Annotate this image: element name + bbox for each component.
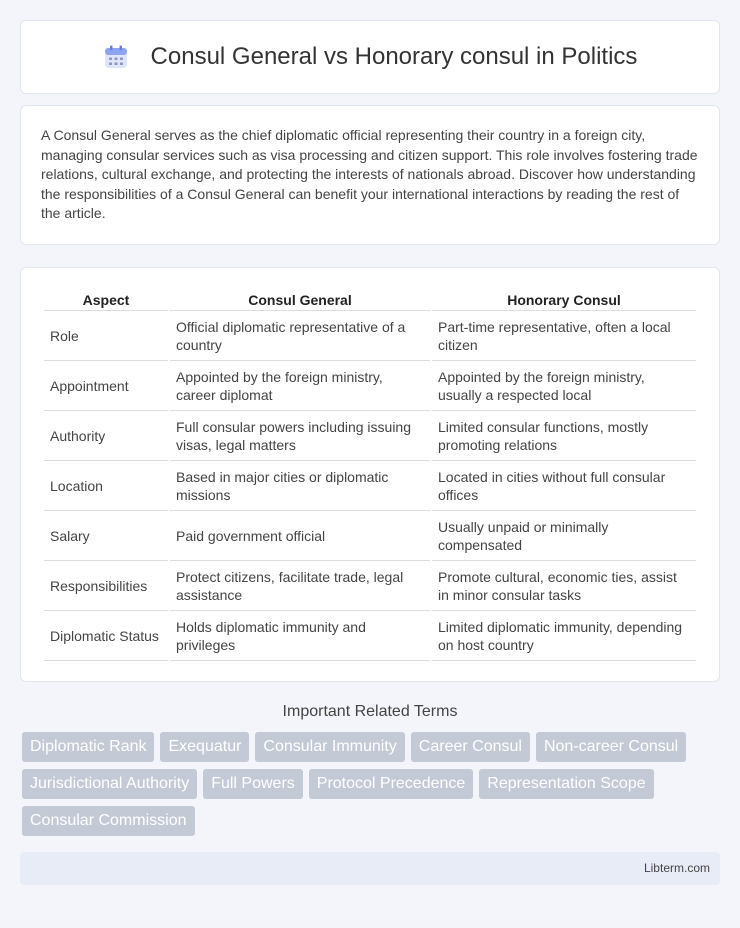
tag-representation-scope[interactable]: Representation Scope [479, 769, 653, 799]
tag-full-powers[interactable]: Full Powers [203, 769, 303, 799]
tag-protocol-precedence[interactable]: Protocol Precedence [309, 769, 474, 799]
tag-consular-commission[interactable]: Consular Commission [22, 806, 195, 836]
cell-consul-general: Full consular powers including issuing visas, legal matters [170, 411, 430, 461]
cell-aspect: Location [44, 461, 168, 511]
header-aspect: Aspect [44, 288, 168, 311]
related-terms-tags [22, 732, 718, 843]
cell-consul-general: Appointed by the foreign ministry, career diplomat [170, 361, 430, 411]
tag-diplomatic-rank[interactable]: Diplomatic Rank [22, 732, 154, 762]
footer-site-link[interactable]: Libterm.com [643, 861, 710, 875]
tag-consular-immunity[interactable]: Consular Immunity [255, 732, 404, 762]
comparison-table [42, 288, 698, 661]
table-row [44, 511, 696, 561]
intro-card [20, 105, 720, 245]
tag-non-career-consul[interactable]: Non-career Consul [536, 732, 686, 762]
comparison-table-card [20, 267, 720, 682]
cell-aspect: Role [44, 311, 168, 361]
cell-honorary-consul: Limited consular functions, mostly promoting relations [432, 411, 696, 461]
cell-honorary-consul: Located in cities without full consular offices [432, 461, 696, 511]
intro-text: A Consul General serves as the chief diplomatic official representing their country in a foreign city, managing consular services such as visa processing and citizen support. This role involves fostering trade relations, cultural exchange, and protecting the interests of nationals abroad. Discover how understanding the responsibilities of a Consul General can benefit your international interactions by reading the rest of the article. [41, 127, 698, 221]
table-row [44, 461, 696, 511]
cell-consul-general: Official diplomatic representative of a country [170, 311, 430, 361]
cell-honorary-consul: Appointed by the foreign ministry, usually a respected local [432, 361, 696, 411]
cell-consul-general: Holds diplomatic immunity and privileges [170, 611, 430, 661]
cell-aspect: Diplomatic Status [44, 611, 168, 661]
tag-jurisdictional-authority[interactable]: Jurisdictional Authority [22, 769, 197, 799]
cell-consul-general: Based in major cities or diplomatic missions [170, 461, 430, 511]
header-consul-general: Consul General [170, 288, 430, 311]
cell-aspect: Authority [44, 411, 168, 461]
table-row [44, 411, 696, 461]
tag-career-consul[interactable]: Career Consul [411, 732, 530, 762]
cell-honorary-consul: Usually unpaid or minimally compensated [432, 511, 696, 561]
related-terms-title: Important Related Terms [282, 702, 458, 720]
cell-honorary-consul: Part-time representative, often a local citizen [432, 311, 696, 361]
table-row [44, 361, 696, 411]
tag-exequatur[interactable]: Exequatur [160, 732, 249, 762]
table-row [44, 561, 696, 611]
table-row [44, 311, 696, 361]
page-title: Consul General vs Honorary consul in Politics [150, 43, 638, 70]
title-card [20, 20, 720, 94]
header-honorary-consul: Honorary Consul [432, 288, 696, 311]
table-header-row [44, 288, 696, 311]
cell-honorary-consul: Limited diplomatic immunity, depending on host country [432, 611, 696, 661]
cell-consul-general: Protect citizens, facilitate trade, legal assistance [170, 561, 430, 611]
cell-aspect: Appointment [44, 361, 168, 411]
table-row [44, 611, 696, 661]
cell-aspect: Salary [44, 511, 168, 561]
footer [20, 852, 720, 885]
cell-aspect: Responsibilities [44, 561, 168, 611]
cell-consul-general: Paid government official [170, 511, 430, 561]
cell-honorary-consul: Promote cultural, economic ties, assist in minor consular tasks [432, 561, 696, 611]
calendar-icon [103, 44, 129, 70]
